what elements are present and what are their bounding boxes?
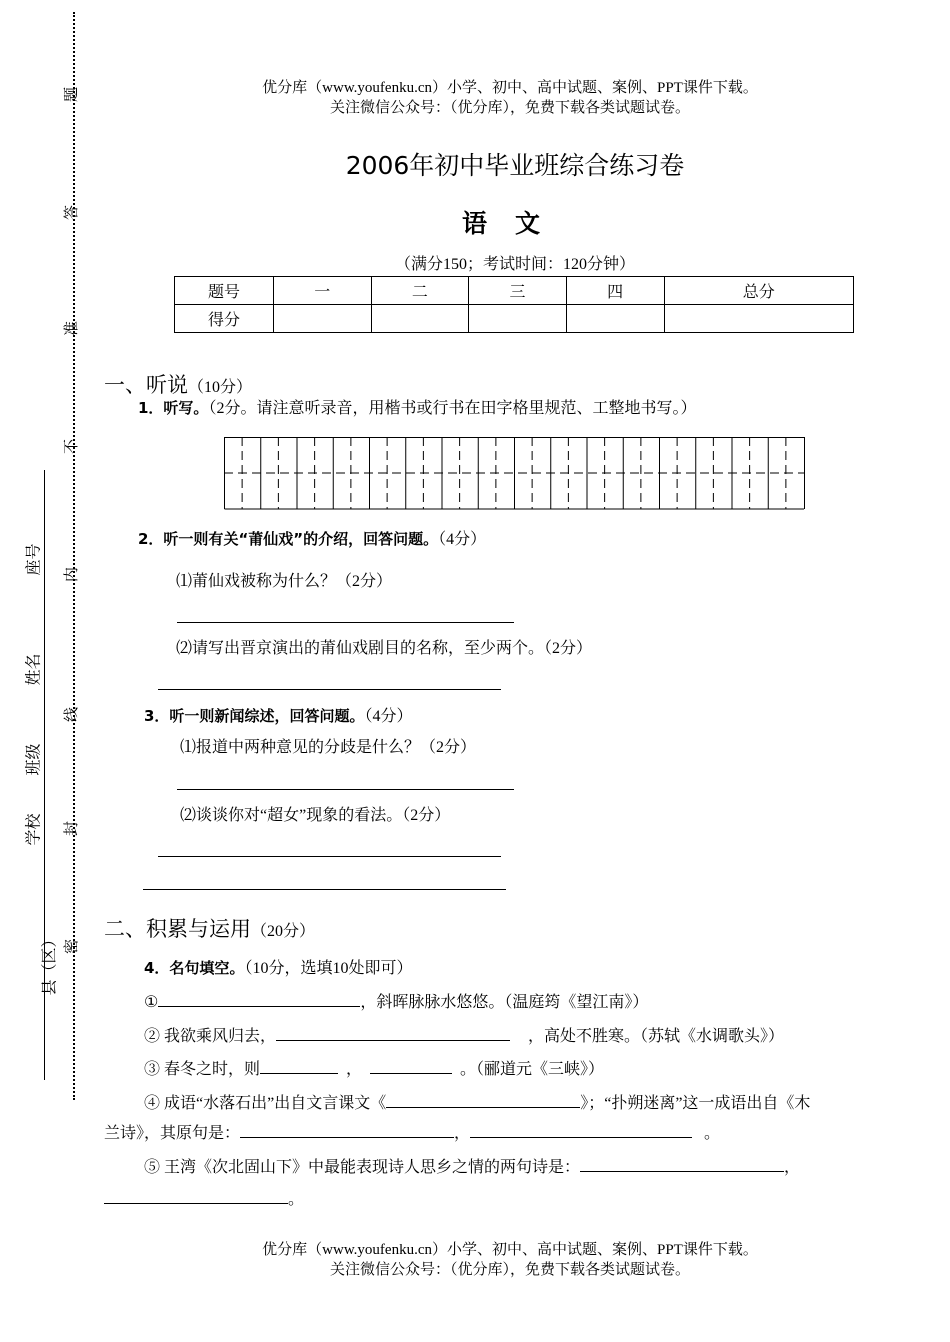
- score-cell[interactable]: [274, 305, 372, 333]
- question-4: [144, 957, 412, 980]
- fill-item-2-pre: ② 我欲乘风归去，: [144, 1028, 277, 1045]
- fill-item-5-line-2: [104, 1187, 304, 1211]
- question-1-label: 1．听写。: [138, 399, 209, 417]
- fill-item-4-line-2: [104, 1121, 720, 1145]
- question-3-sub-2: ⑵谈谈你对“超女”现象的看法。（2分）: [180, 807, 451, 824]
- fill-item-3: [144, 1057, 604, 1081]
- answer-line[interactable]: [158, 689, 501, 690]
- question-4-label: 4．名句填空。: [144, 959, 245, 977]
- exam-meta: （满分150；考试时间：120分钟）: [394, 256, 635, 273]
- fill-item-4-mid: 》；“扑朔迷离”这一成语出自《木: [580, 1095, 811, 1112]
- score-cell[interactable]: [469, 305, 567, 333]
- question-2-points: （4分）: [438, 531, 487, 548]
- fill-blank[interactable]: [470, 1121, 692, 1138]
- score-header-cell: 二: [371, 277, 469, 305]
- seal-char: 密: [63, 940, 78, 956]
- fill-item-3-mid: ，: [346, 1061, 363, 1078]
- margin-field-label: 县（区）: [41, 931, 59, 996]
- answer-line[interactable]: [158, 856, 501, 857]
- question-2-sub-2: ⑵请写出晋京演出的莆仙戏剧目的名称，至少两个。（2分）: [176, 640, 593, 657]
- section-2-heading: [104, 913, 315, 943]
- score-table-row: [175, 305, 854, 333]
- question-2: [138, 528, 486, 551]
- score-table-header-row: [175, 277, 854, 305]
- question-3-sub-1: ⑴报道中两种意见的分歧是什么？（2分）: [180, 739, 477, 756]
- score-row-label: 得分: [175, 305, 274, 333]
- fill-item-5-text: ⑤ 王湾《次北固山下》中最能表现诗人思乡之情的两句诗是：: [144, 1159, 581, 1176]
- margin-field-label: 学校: [25, 813, 43, 846]
- score-header-cell: 题号: [175, 277, 274, 305]
- fill-item-1-num: ①: [144, 994, 159, 1011]
- question-2-label: 2．听一则有关“莆仙戏”的介绍，回答问题。: [138, 530, 439, 548]
- margin-field-label: 班级: [25, 743, 43, 776]
- fill-blank[interactable]: [260, 1057, 338, 1074]
- tian-grid-svg: [224, 437, 805, 510]
- question-4-text: （10分，选填10处即可）: [244, 960, 413, 977]
- fill-item-1-text: ，斜晖脉脉水悠悠。（温庭筠《望江南》）: [360, 994, 649, 1011]
- seal-char: 准: [63, 322, 78, 338]
- score-cell[interactable]: [566, 305, 664, 333]
- section-1-heading: [104, 369, 252, 399]
- seal-char: 内: [63, 568, 78, 584]
- fill-item-1: [144, 990, 648, 1014]
- seal-char: 答: [63, 206, 78, 222]
- seal-char: 题: [63, 88, 78, 104]
- margin-field-label: 座号: [25, 543, 43, 576]
- fill-item-4-line2-pre: 兰诗》，其原句是：: [104, 1125, 241, 1142]
- page-title: 2006年初中毕业班综合练习卷: [345, 151, 685, 180]
- subject-title: 语文: [461, 211, 568, 238]
- score-header-cell: 三: [469, 277, 567, 305]
- fill-item-4-line2-post: 。: [704, 1125, 721, 1142]
- score-cell[interactable]: [664, 305, 854, 333]
- fill-blank[interactable]: [104, 1187, 288, 1204]
- fill-item-4: [144, 1091, 810, 1115]
- section-1-points: （10分）: [188, 379, 253, 396]
- section-2-title: 二、积累与运用: [104, 917, 251, 941]
- question-3-label: 3．听一则新闻综述，回答问题。: [144, 707, 365, 725]
- section-1-title: 一、听说: [104, 373, 188, 397]
- fill-item-4-pre: ④ 成语“水落石出”出自文言课文《: [144, 1095, 387, 1112]
- fill-item-5-end: ，: [784, 1159, 801, 1176]
- answer-line[interactable]: [143, 889, 506, 890]
- fill-item-3-pre: ③ 春冬之时，则: [144, 1061, 261, 1078]
- seal-char: 线: [63, 708, 78, 724]
- margin-field-label: 姓名: [25, 653, 43, 686]
- fill-item-2-post: ，高处不胜寒。（苏轼《水调歌头》）: [528, 1028, 785, 1045]
- fill-item-2: [144, 1024, 784, 1048]
- header-line-1: 优分库（www.youfenku.cn）小学、初中、高中试题、案例、PPT课件下载。: [262, 80, 758, 96]
- fill-blank[interactable]: [158, 990, 360, 1007]
- question-3: [144, 705, 412, 728]
- fill-blank[interactable]: [580, 1155, 784, 1172]
- question-2-sub-1: ⑴莆仙戏被称为什么？（2分）: [176, 573, 393, 590]
- question-1: [138, 397, 696, 420]
- fill-item-3-post: 。（郦道元《三峡》）: [460, 1061, 605, 1078]
- score-header-cell: 一: [274, 277, 372, 305]
- fill-blank[interactable]: [276, 1024, 510, 1041]
- fill-item-4-line2-mid: ，: [454, 1125, 471, 1142]
- answer-line[interactable]: [177, 789, 514, 790]
- fill-blank[interactable]: [240, 1121, 454, 1138]
- fill-blank[interactable]: [386, 1091, 580, 1108]
- answer-line[interactable]: [177, 622, 514, 623]
- score-header-cell: 总分: [664, 277, 854, 305]
- fill-item-5: [144, 1155, 800, 1179]
- score-cell[interactable]: [371, 305, 469, 333]
- score-table: [174, 276, 854, 333]
- footer-line-2: 关注微信公众号：（优分库），免费下载各类试题试卷。: [329, 1262, 690, 1278]
- header-line-2: 关注微信公众号：（优分库），免费下载各类试题试卷。: [329, 100, 690, 116]
- seal-char: 不: [63, 440, 78, 456]
- section-2-points: （20分）: [251, 923, 316, 940]
- margin-field-line: [44, 470, 45, 1080]
- question-1-text: （2分。请注意听录音，用楷书或行书在田字格里规范、工整地书写。）: [208, 400, 697, 417]
- question-3-points: （4分）: [364, 708, 413, 725]
- tian-grid[interactable]: [224, 437, 804, 509]
- footer-line-1: 优分库（www.youfenku.cn）小学、初中、高中试题、案例、PPT课件下载。: [262, 1242, 758, 1258]
- seal-char: 封: [63, 822, 78, 838]
- fill-blank[interactable]: [370, 1057, 452, 1074]
- score-header-cell: 四: [566, 277, 664, 305]
- fill-item-5-last: 。: [288, 1191, 305, 1208]
